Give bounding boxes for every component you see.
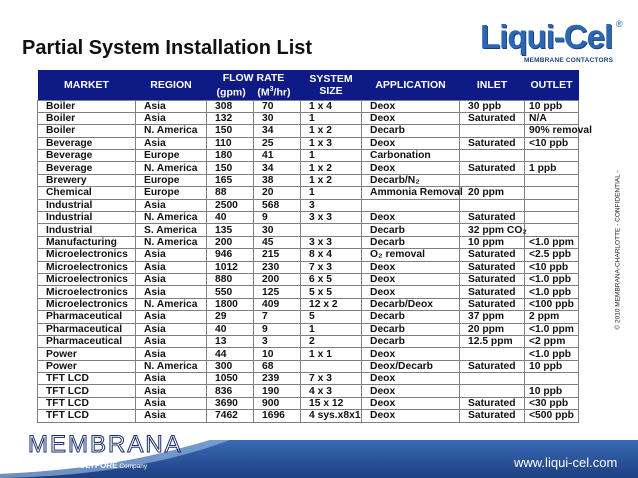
cell-system-size: 1 x 2	[301, 125, 362, 137]
cell-region: Asia	[136, 410, 207, 422]
cell-market: Boiler	[38, 125, 136, 137]
cell-system-size: 1 x 3	[301, 137, 362, 149]
table-row	[38, 397, 579, 409]
header-system-size	[301, 70, 362, 100]
cell-inlet: 37 ppm	[460, 311, 525, 323]
cell-market: TFT LCD	[38, 373, 136, 385]
cell-inlet: Saturated	[460, 249, 525, 261]
table-row	[38, 199, 579, 211]
cell-inlet	[460, 199, 525, 211]
cell-market: TFT LCD	[38, 385, 136, 397]
cell-m3hr: 34	[254, 162, 301, 174]
cell-outlet	[525, 150, 579, 162]
cell-outlet: <10 ppb	[525, 261, 579, 273]
cell-region: Asia	[136, 137, 207, 149]
header-m3hr-sup: 3	[269, 85, 274, 93]
cell-system-size: 1 x 1	[301, 348, 362, 360]
cell-market: Beverage	[38, 162, 136, 174]
cell-region: Asia	[136, 385, 207, 397]
cell-inlet	[460, 385, 525, 397]
cell-m3hr: 68	[254, 360, 301, 372]
cell-application: Decarb/Deox	[362, 298, 460, 310]
cell-outlet: N/A	[525, 112, 579, 124]
header-gpm: (gpm)	[216, 86, 246, 98]
cell-system-size: 3 x 3	[301, 236, 362, 248]
cell-inlet: Saturated	[460, 286, 525, 298]
table-row	[38, 137, 579, 149]
website-link[interactable]: www.liqui-cel.com	[514, 455, 618, 470]
cell-outlet: <1.0 ppb	[525, 286, 579, 298]
cell-system-size: 1	[301, 112, 362, 124]
cell-region: Asia	[136, 373, 207, 385]
cell-inlet: 10 ppm	[460, 236, 525, 248]
polypore-suffix: Company	[119, 463, 148, 470]
table-row	[38, 298, 579, 310]
cell-m3hr: 190	[254, 385, 301, 397]
cell-application: Deox	[362, 286, 460, 298]
cell-market: Industrial	[38, 212, 136, 224]
cell-system-size: 5	[301, 311, 362, 323]
cell-market: TFT LCD	[38, 397, 136, 409]
cell-gpm: 550	[207, 286, 254, 298]
cell-outlet: <30 ppb	[525, 397, 579, 409]
cell-m3hr: 10	[254, 348, 301, 360]
cell-m3hr: 45	[254, 236, 301, 248]
cell-region: N. America	[136, 298, 207, 310]
cell-outlet: <100 ppb	[525, 298, 579, 310]
cell-region: Asia	[136, 397, 207, 409]
cell-region: Asia	[136, 273, 207, 285]
table-row	[38, 100, 579, 112]
table-row	[38, 249, 579, 261]
cell-application: Decarb/N₂	[362, 174, 460, 186]
cell-m3hr: 9	[254, 323, 301, 335]
cell-system-size: 12 x 2	[301, 298, 362, 310]
cell-system-size: 3 x 3	[301, 212, 362, 224]
cell-region: N. America	[136, 360, 207, 372]
cell-application: Deox	[362, 385, 460, 397]
cell-inlet: Saturated	[460, 261, 525, 273]
header-flow-rate-label: FLOW RATE	[222, 71, 285, 84]
cell-market: Power	[38, 360, 136, 372]
cell-gpm: 88	[207, 187, 254, 199]
cell-outlet: 2 ppm	[525, 311, 579, 323]
table-row	[38, 162, 579, 174]
cell-gpm: 836	[207, 385, 254, 397]
cell-m3hr: 38	[254, 174, 301, 186]
cell-gpm: 3690	[207, 397, 254, 409]
cell-m3hr: 409	[254, 298, 301, 310]
cell-outlet: <1.0 ppm	[525, 323, 579, 335]
table-row	[38, 348, 579, 360]
cell-inlet	[460, 150, 525, 162]
table-row	[38, 410, 579, 422]
table-row	[38, 174, 579, 186]
cell-system-size: 4 sys.x8x1	[301, 410, 362, 422]
cell-m3hr: 30	[254, 224, 301, 236]
header-m3hr-suffix: /hr)	[273, 86, 291, 98]
cell-m3hr: 200	[254, 273, 301, 285]
cell-outlet: <2.5 ppb	[525, 249, 579, 261]
cell-gpm: 135	[207, 224, 254, 236]
cell-system-size: 3	[301, 199, 362, 211]
cell-outlet: 10 ppb	[525, 385, 579, 397]
table-row	[38, 286, 579, 298]
cell-m3hr: 1696	[254, 410, 301, 422]
cell-inlet	[460, 373, 525, 385]
cell-inlet: Saturated	[460, 298, 525, 310]
cell-inlet	[460, 174, 525, 186]
cell-market: Brewery	[38, 174, 136, 186]
cell-gpm: 1800	[207, 298, 254, 310]
cell-inlet: Saturated	[460, 137, 525, 149]
cell-region: S. America	[136, 224, 207, 236]
cell-m3hr: 20	[254, 187, 301, 199]
cell-gpm: 1012	[207, 261, 254, 273]
cell-application: Deox	[362, 410, 460, 422]
cell-system-size: 1	[301, 187, 362, 199]
cell-market: Pharmaceutical	[38, 311, 136, 323]
table-row	[38, 187, 579, 199]
cell-region: Asia	[136, 311, 207, 323]
cell-market: Microelectronics	[38, 273, 136, 285]
cell-inlet: 20 ppm	[460, 323, 525, 335]
cell-market: Manufacturing	[38, 236, 136, 248]
cell-m3hr: 239	[254, 373, 301, 385]
cell-system-size: 1	[301, 323, 362, 335]
cell-region: Asia	[136, 323, 207, 335]
cell-system-size: 1	[301, 150, 362, 162]
page-title: Partial System Installation List	[22, 37, 313, 59]
table-row	[38, 236, 579, 248]
cell-gpm: 29	[207, 311, 254, 323]
table-body	[38, 100, 592, 422]
cell-market: Microelectronics	[38, 298, 136, 310]
cell-outlet: <1.0 ppm	[525, 236, 579, 248]
cell-gpm: 200	[207, 236, 254, 248]
cell-gpm: 946	[207, 249, 254, 261]
cell-outlet: 10 ppb	[525, 100, 579, 112]
cell-inlet	[460, 348, 525, 360]
cell-system-size: 1 x 2	[301, 162, 362, 174]
cell-gpm: 150	[207, 162, 254, 174]
cell-market: Microelectronics	[38, 286, 136, 298]
cell-market: Pharmaceutical	[38, 335, 136, 347]
header-outlet: OUTLET	[530, 78, 573, 91]
cell-gpm: 165	[207, 174, 254, 186]
cell-gpm: 880	[207, 273, 254, 285]
cell-application: Decarb	[362, 323, 460, 335]
table-row	[38, 224, 579, 236]
cell-region: Europe	[136, 187, 207, 199]
cell-outlet: <10 ppb	[525, 137, 579, 149]
cell-market: Industrial	[38, 199, 136, 211]
cell-application: Deox	[362, 373, 460, 385]
cell-application: Decarb	[362, 236, 460, 248]
polypore-prefix: A	[68, 463, 72, 470]
cell-system-size: 2	[301, 335, 362, 347]
cell-inlet: Saturated	[460, 162, 525, 174]
header-flow-units	[207, 84, 301, 99]
cell-inlet: Saturated	[460, 273, 525, 285]
cell-system-size: 6 x 5	[301, 273, 362, 285]
table-row	[38, 311, 579, 323]
table-row	[38, 261, 579, 273]
cell-application: Deox/Decarb	[362, 360, 460, 372]
cell-outlet	[525, 224, 579, 236]
cell-system-size: 7 x 3	[301, 373, 362, 385]
header-inlet: INLET	[476, 78, 508, 91]
cell-system-size: 5 x 5	[301, 286, 362, 298]
cell-m3hr: 215	[254, 249, 301, 261]
cell-m3hr: 41	[254, 150, 301, 162]
table-row	[38, 373, 579, 385]
cell-market: Boiler	[38, 112, 136, 124]
cell-outlet: 90% removal	[525, 125, 579, 137]
cell-outlet: <1.0 ppb	[525, 273, 579, 285]
polypore-name: POLYPORE	[73, 461, 118, 470]
cell-region: Asia	[136, 112, 207, 124]
table-row	[38, 212, 579, 224]
cell-application: Deox	[362, 261, 460, 273]
cell-m3hr: 900	[254, 397, 301, 409]
cell-outlet: <2 ppm	[525, 335, 579, 347]
header-m3hr-prefix: (M	[257, 86, 270, 98]
cell-region: N. America	[136, 162, 207, 174]
cell-market: Power	[38, 348, 136, 360]
cell-system-size: 1 x 4	[301, 100, 362, 112]
cell-gpm: 180	[207, 150, 254, 162]
cell-application: Deox	[362, 212, 460, 224]
cell-outlet	[525, 187, 579, 199]
cell-outlet	[525, 174, 579, 186]
cell-gpm: 1050	[207, 373, 254, 385]
table-row	[38, 385, 579, 397]
cell-system-size	[301, 360, 362, 372]
cell-system-size: 15 x 12	[301, 397, 362, 409]
cell-application: Deox	[362, 137, 460, 149]
header-region: REGION	[150, 78, 192, 91]
table-row	[38, 273, 579, 285]
cell-market: TFT LCD	[38, 410, 136, 422]
cell-market: Chemical	[38, 187, 136, 199]
table-row	[38, 323, 579, 335]
table-row	[38, 335, 579, 347]
cell-outlet: <500 ppb	[525, 410, 579, 422]
cell-gpm: 2500	[207, 199, 254, 211]
cell-m3hr: 70	[254, 100, 301, 112]
cell-m3hr: 34	[254, 125, 301, 137]
cell-gpm: 308	[207, 100, 254, 112]
liqui-cel-logo	[478, 13, 630, 69]
cell-market: Microelectronics	[38, 249, 136, 261]
cell-inlet: Saturated	[460, 410, 525, 422]
cell-gpm: 300	[207, 360, 254, 372]
cell-region: N. America	[136, 212, 207, 224]
cell-inlet: Saturated	[460, 360, 525, 372]
header-size: SIZE	[319, 84, 343, 97]
cell-outlet	[525, 212, 579, 224]
cell-inlet: 32 ppm CO₂	[460, 224, 525, 236]
cell-application: Decarb	[362, 224, 460, 236]
cell-gpm: 7462	[207, 410, 254, 422]
installation-table	[37, 70, 592, 423]
cell-market: Pharmaceutical	[38, 323, 136, 335]
cell-region: Asia	[136, 199, 207, 211]
cell-region: Europe	[136, 174, 207, 186]
cell-outlet: 1 ppb	[525, 162, 579, 174]
table-header	[38, 70, 579, 100]
cell-market: Beverage	[38, 150, 136, 162]
cell-gpm: 110	[207, 137, 254, 149]
cell-m3hr: 230	[254, 261, 301, 273]
cell-application: Ammonia Removal	[362, 187, 460, 199]
cell-system-size: 1 x 2	[301, 174, 362, 186]
cell-m3hr: 125	[254, 286, 301, 298]
cell-application: Deox	[362, 397, 460, 409]
cell-m3hr: 9	[254, 212, 301, 224]
cell-region: Europe	[136, 150, 207, 162]
cell-system-size	[301, 224, 362, 236]
polypore-tagline	[68, 461, 147, 470]
cell-system-size: 8 x 4	[301, 249, 362, 261]
logo-wordmark: Liqui-Cel	[480, 18, 613, 55]
cell-market: Beverage	[38, 137, 136, 149]
cell-region: Asia	[136, 286, 207, 298]
cell-inlet: Saturated	[460, 112, 525, 124]
cell-m3hr: 568	[254, 199, 301, 211]
cell-gpm: 13	[207, 335, 254, 347]
membrana-logo	[28, 431, 183, 459]
table-row	[38, 360, 579, 372]
cell-market: Industrial	[38, 224, 136, 236]
cell-outlet: <1.0 ppb	[525, 348, 579, 360]
cell-inlet: 30 ppb	[460, 100, 525, 112]
cell-system-size: 4 x 3	[301, 385, 362, 397]
cell-application: Decarb	[362, 311, 460, 323]
cell-application: Deox	[362, 273, 460, 285]
cell-application: Deox	[362, 162, 460, 174]
cell-application: Carbonation	[362, 150, 460, 162]
membrana-wordmark: MEMBRANA	[28, 431, 183, 458]
logo-tagline: MEMBRANE CONTACTORS	[524, 57, 614, 64]
cell-inlet	[460, 125, 525, 137]
header-market: MARKET	[64, 78, 109, 91]
cell-gpm: 150	[207, 125, 254, 137]
cell-application: Deox	[362, 348, 460, 360]
cell-region: N. America	[136, 236, 207, 248]
cell-outlet	[525, 373, 579, 385]
table-row	[38, 112, 579, 124]
cell-inlet: 12.5 ppm	[460, 335, 525, 347]
cell-application: Decarb	[362, 125, 460, 137]
cell-gpm: 132	[207, 112, 254, 124]
cell-market: Microelectronics	[38, 261, 136, 273]
cell-region: Asia	[136, 348, 207, 360]
cell-outlet	[525, 199, 579, 211]
cell-gpm: 40	[207, 212, 254, 224]
cell-gpm: 40	[207, 323, 254, 335]
cell-application: Deox	[362, 112, 460, 124]
cell-inlet: Saturated	[460, 212, 525, 224]
table-row	[38, 125, 579, 137]
header-application: APPLICATION	[375, 78, 446, 91]
cell-application: Decarb	[362, 335, 460, 347]
cell-application	[362, 199, 460, 211]
registered-mark: ®	[616, 19, 623, 29]
cell-region: N. America	[136, 125, 207, 137]
cell-application: Deox	[362, 100, 460, 112]
cell-m3hr: 30	[254, 112, 301, 124]
cell-gpm: 44	[207, 348, 254, 360]
cell-system-size: 7 x 3	[301, 261, 362, 273]
cell-inlet: Saturated	[460, 397, 525, 409]
cell-region: Asia	[136, 335, 207, 347]
cell-m3hr: 3	[254, 335, 301, 347]
cell-region: Asia	[136, 100, 207, 112]
cell-inlet: 20 ppm	[460, 187, 525, 199]
cell-outlet: 10 ppb	[525, 360, 579, 372]
confidential-notice: © 2010 MEMBRANA-CHARLOTTE - CONFIDENTIAL -	[614, 170, 622, 330]
cell-region: Asia	[136, 261, 207, 273]
cell-m3hr: 7	[254, 311, 301, 323]
table-row	[38, 150, 579, 162]
header-flow-rate	[207, 70, 301, 100]
cell-region: Asia	[136, 249, 207, 261]
header-system: SYSTEM	[309, 72, 353, 85]
cell-application: O₂ removal	[362, 249, 460, 261]
cell-m3hr: 25	[254, 137, 301, 149]
cell-market: Boiler	[38, 100, 136, 112]
